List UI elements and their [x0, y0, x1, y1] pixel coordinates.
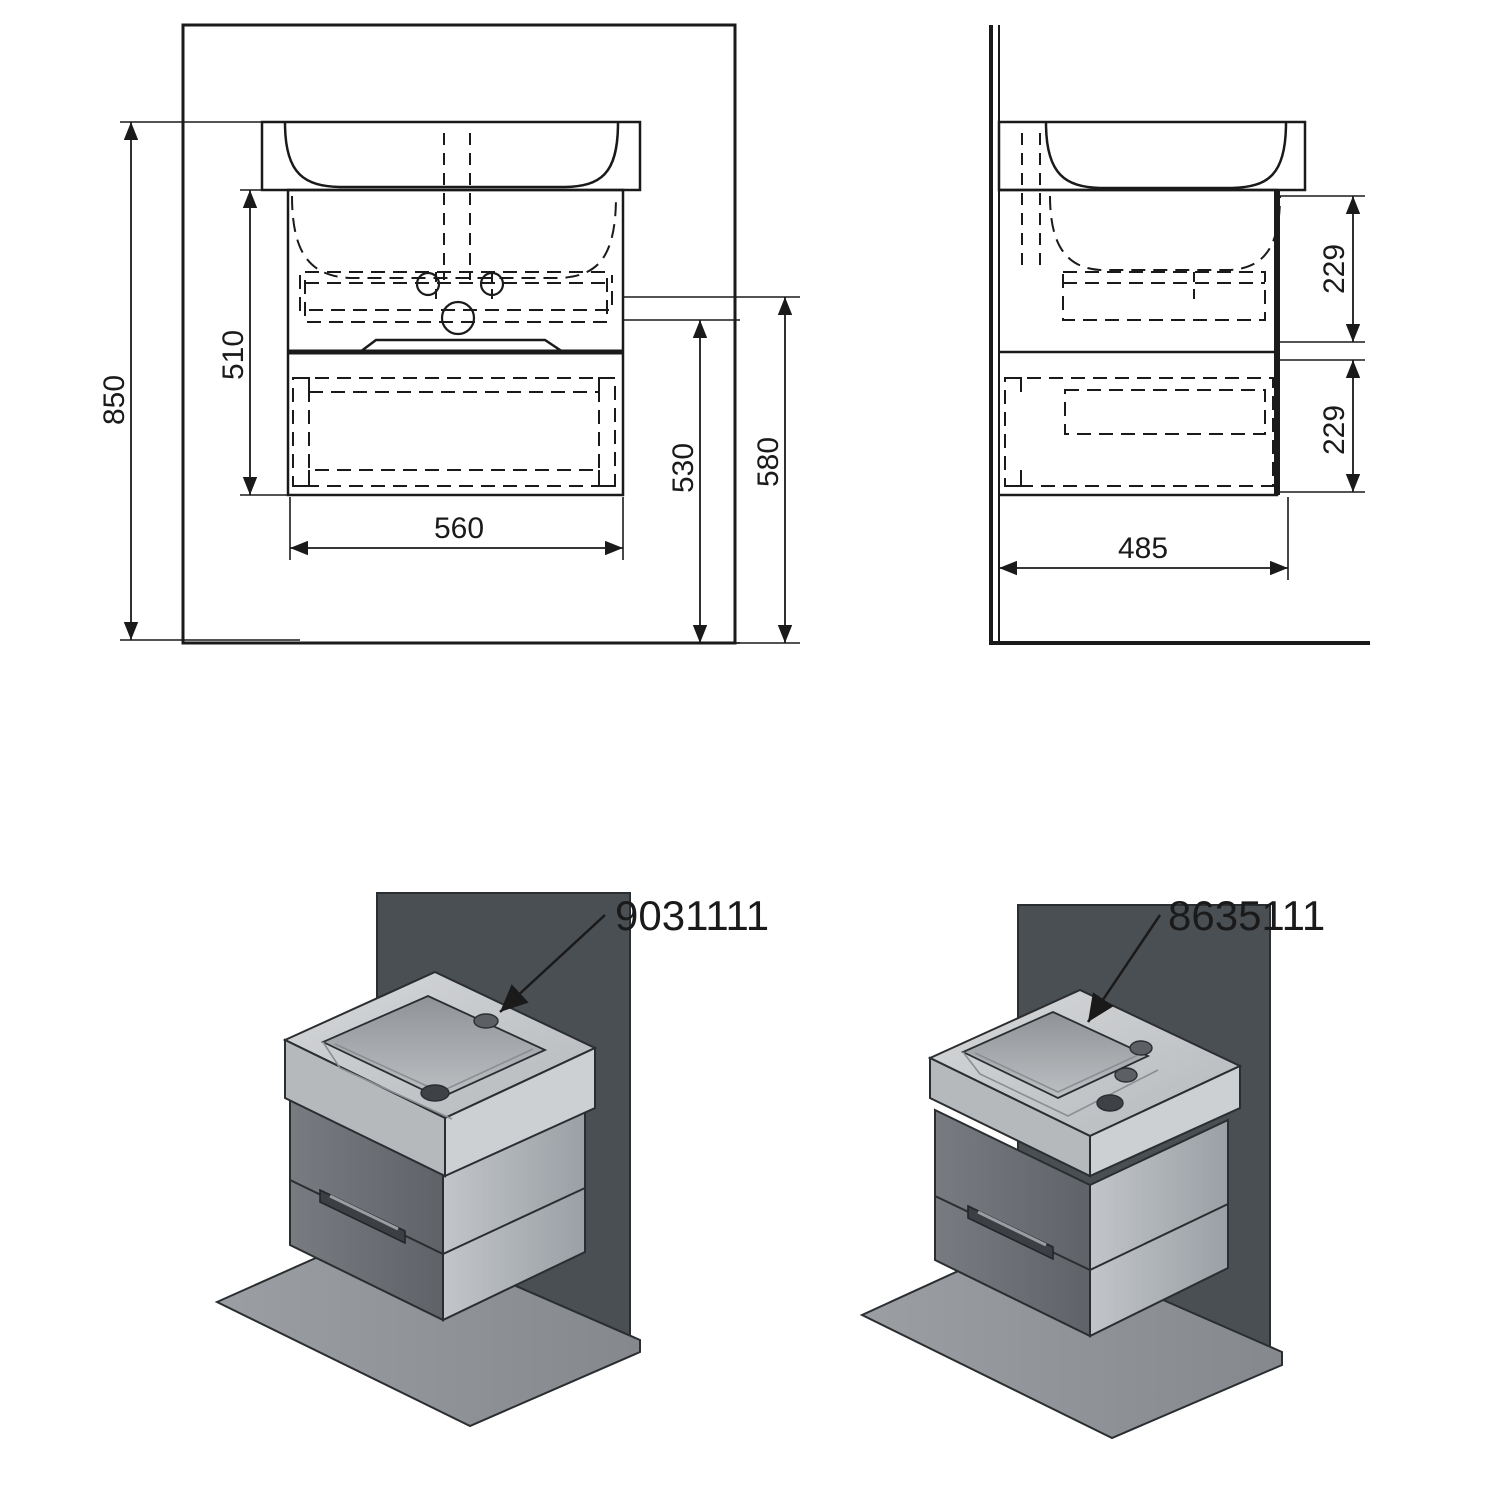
dim-overall-height: 850: [98, 374, 131, 426]
perspective-left-view: [217, 892, 769, 1426]
perspective-right-view: [862, 892, 1325, 1438]
product-code-right: 8635111: [1168, 892, 1326, 939]
product-code-left: 9031111: [615, 892, 770, 939]
dim-basin-to-floor: 580: [752, 436, 785, 488]
dim-cabinet-height: 510: [217, 329, 250, 381]
dim-drawer-zone-height: 530: [667, 442, 700, 494]
side-elevation-view: [991, 25, 1370, 643]
front-elevation-view: [98, 25, 800, 643]
dim-depth: 485: [1117, 532, 1169, 565]
dim-width: 560: [433, 512, 485, 545]
dim-lower-drawer: 229: [1318, 404, 1351, 456]
dim-upper-drawer: 229: [1318, 243, 1351, 295]
